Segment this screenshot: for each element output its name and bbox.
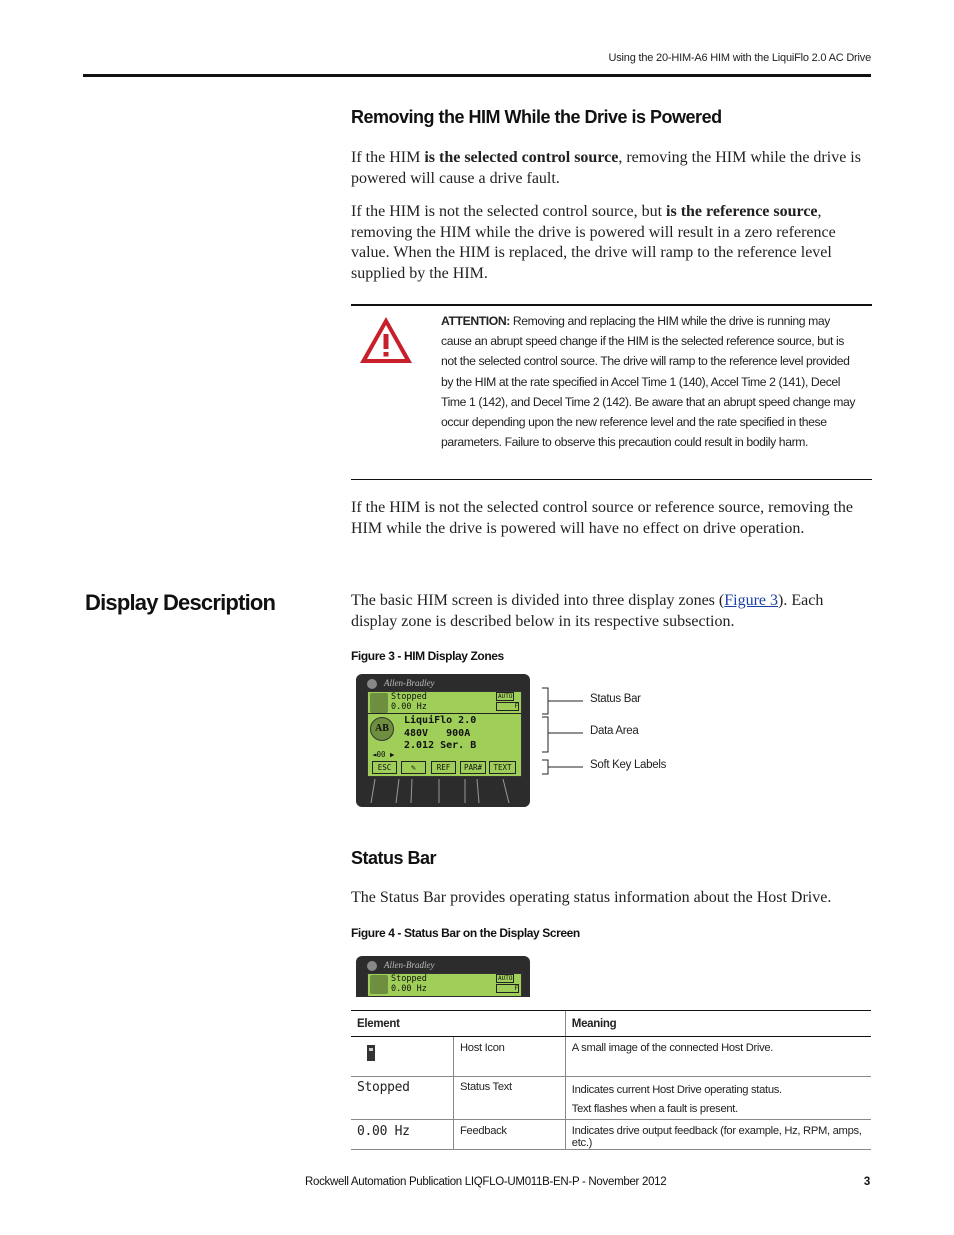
port-indicator: ◄00 ▶ [372,750,395,759]
status-divider [368,713,521,714]
ab-logo-icon [367,679,377,689]
status-bar-figure [356,956,530,997]
status-text: Stopped [391,692,427,702]
auto-indicator: AUTO [498,693,513,700]
table-cell-meaning: A small image of the connected Host Drive. [565,1037,871,1077]
paragraph-status-bar: The Status Bar provides operating status information about the Host Drive. [351,889,832,906]
host-icon-image [367,1045,375,1061]
callout-status-bar: Status Bar [590,693,641,705]
him-lcd-screen [367,691,522,777]
data-line-3: 2.012 Ser. B [404,740,477,751]
brand-label: Allen-Bradley [384,960,435,970]
section-title-display-description: Display Description [85,590,276,615]
section-title-status-bar: Status Bar [351,848,437,868]
callout-brackets [538,686,588,778]
brand-label: Allen-Bradley [384,678,435,688]
data-area [404,715,476,753]
table-cell-name: Feedback [454,1120,566,1150]
soft-key-text: TEXT [489,761,516,774]
data-line-2: 480V 900A [404,727,471,739]
feedback-text: 0.00 Hz [391,702,427,712]
table-cell-element: 0.00 Hz [351,1120,454,1150]
host-drive-icon [370,975,388,994]
soft-key-ref: REF [431,761,456,774]
table-row [351,1120,871,1150]
soft-key-par: PAR# [460,761,486,774]
table-cell-element: Stopped [351,1077,454,1120]
ab-logo-icon [367,961,377,971]
table-cell-meaning: Indicates current Host Drive operating status. Text flashes when a fault is present. [565,1077,871,1120]
auto-indicator: AUTO [498,975,513,982]
figure4-caption: Figure 4 - Status Bar on the Display Screen [351,926,580,940]
feedback-text: 0.00 Hz [391,984,427,994]
header-rule [83,74,871,77]
attention-top-rule [351,304,872,306]
status-bar-elements-table [351,1010,871,1150]
paragraph-control-source: If the HIM is the selected control source, removing the HIM while the drive is powered will cause a drive fault. [351,149,861,187]
paragraph-display-zones: The basic HIM screen is divided into three display zones (Figure 3). Each display zone is described below in its respective subsection. [351,592,824,630]
host-drive-icon [370,693,388,713]
warning-triangle-icon [358,315,414,365]
soft-key-edit-icon: ✎ [401,761,426,774]
table-cell-name: Host Icon [454,1037,566,1077]
attention-note: ATTENTION: Removing and replacing the HIM while the drive is running may cause an abrupt speed change if the HIM is the selected reference source, but is not the selected control source. The drive will ramp to the reference level provided by the HIM at the rate specified in Accel Time 1 (140), Accel Time 2 (141), Decel Time 1 (142), and Decel Time 2 (142). Be aware that an abrupt speed change may occur depending upon the new reference level and the rate specified in these parameters. Failure to observe this precaution could result in bodily harm. [441,314,856,450]
page-number: 3 [863,1176,870,1188]
figure3-caption: Figure 3 - HIM Display Zones [351,649,504,663]
him-device [356,674,530,807]
footer-publication: Rockwell Automation Publication LIQFLO-UM011B-EN-P - November 2012 [305,1176,667,1188]
table-header-row [351,1011,871,1037]
direction-indicator: F [496,702,519,711]
attention-bottom-rule [351,479,872,480]
running-header: Using the 20-HIM-A6 HIM with the LiquiFlo 2.0 AC Drive [608,52,871,64]
table-row [351,1077,871,1120]
paragraph-reference-source: If the HIM is not the selected control source, but is the reference source, removing the HIM while the drive is powered will result in a zero reference value. When the HIM is replaced, the drive will ramp to the reference level supplied by the HIM. [351,203,836,282]
section-title-removing-him: Removing the HIM While the Drive is Powered [351,107,722,127]
table-row [351,1037,871,1077]
table-cell-meaning: Indicates drive output feedback (for example, Hz, RPM, amps, etc.) [565,1120,871,1150]
him-keys-icon [367,777,520,805]
paragraph-no-effect: If the HIM is not the selected control source or reference source, removing the HIM while the drive is powered will have no effect on drive operation. [351,499,854,537]
ab-emblem-icon: AB [370,717,394,741]
direction-indicator: F [496,984,519,993]
data-line-1: LiquiFlo 2.0 [404,715,477,726]
table-header-element: Element [351,1011,565,1037]
status-text: Stopped [391,974,427,984]
figure3-link[interactable]: Figure 3 [724,592,779,609]
soft-key-labels [368,760,521,776]
status-bar-lcd [367,973,522,996]
table-cell-name: Status Text [454,1077,566,1120]
table-header-meaning: Meaning [565,1011,871,1037]
callout-data-area: Data Area [590,725,639,737]
callout-soft-key-labels: Soft Key Labels [590,759,667,771]
soft-key-esc: ESC [372,761,397,774]
